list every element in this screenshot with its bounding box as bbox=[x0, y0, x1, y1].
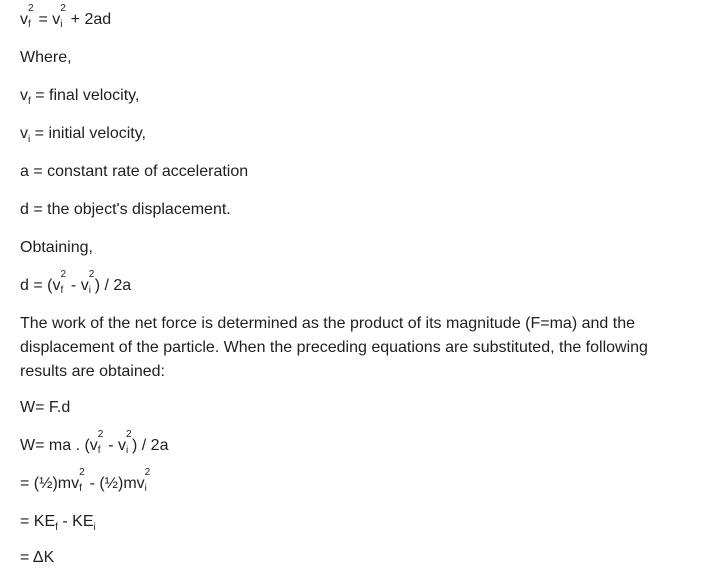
equation-delta-k: = ΔK bbox=[20, 549, 55, 566]
definition-acceleration: a = constant rate of acceleration bbox=[20, 163, 249, 180]
equation-displacement: d = (v 2 f - v 2 i ) / 2a bbox=[20, 269, 132, 296]
paragraph-line: The work of the net force is determined as the product of its magnitude (F=ma) and the bbox=[20, 315, 635, 332]
where-label: Where, bbox=[20, 49, 72, 66]
paragraph-line: displacement of the particle. When the preceding equations are substituted, the following bbox=[20, 339, 648, 356]
definition-initial-velocity: $v_i$ = initial velocity, bbox=[20, 125, 146, 146]
paragraph-line: results are obtained: bbox=[20, 363, 165, 380]
definition-final-velocity: $v_f$ = final velocity, bbox=[20, 87, 140, 108]
work-paragraph bbox=[20, 312, 700, 384]
equation-kinetic-energy: = $KE_f - KE_i$ bbox=[20, 513, 96, 534]
definition-displacement: d = the object's displacement. bbox=[20, 201, 231, 218]
equation-work-fd: W= F.d bbox=[20, 399, 71, 416]
obtaining-label: Obtaining, bbox=[20, 239, 93, 256]
equation-half-mv: = (½)mv 2 f - (½)mv 2 i bbox=[20, 467, 151, 494]
equation-vf-squared: v 2 f = v 2 i + 2ad bbox=[20, 3, 112, 30]
equation-work-ma: W= ma . (v 2 f - v 2 i ) / 2a bbox=[20, 429, 169, 456]
